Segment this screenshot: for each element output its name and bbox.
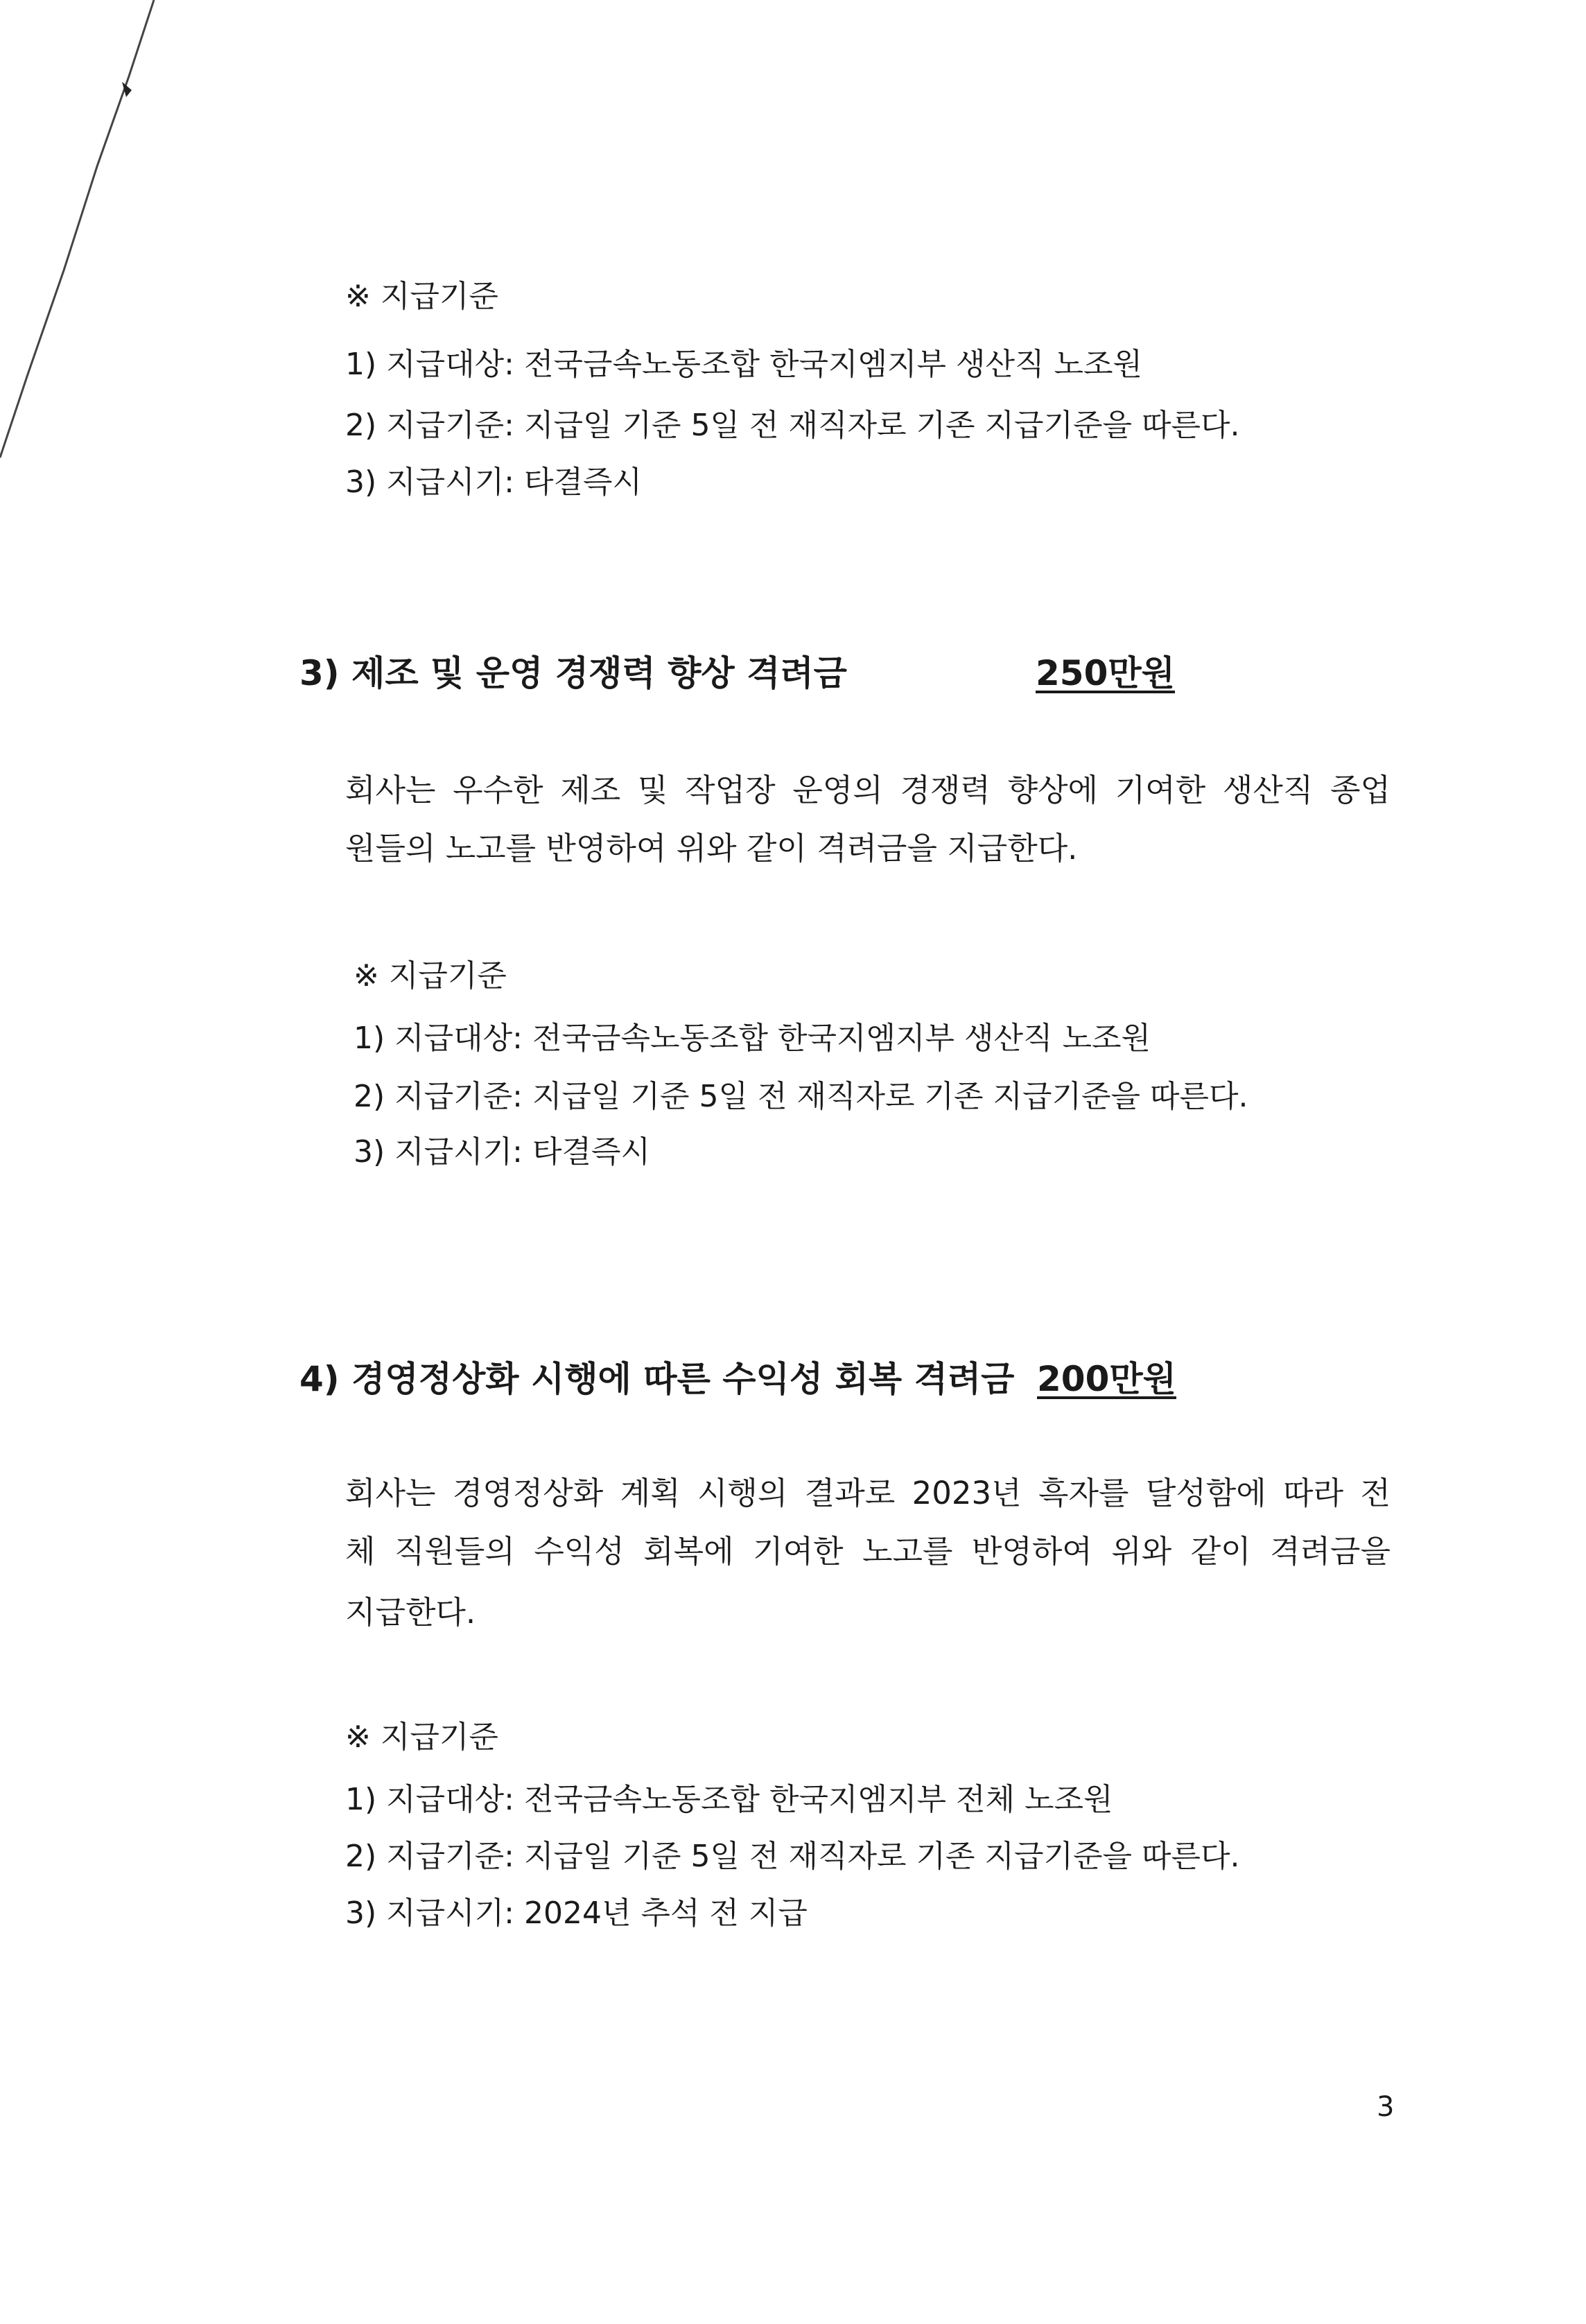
- criteria-item-2-2: 2) 지급기준: 지급일 기준 5일 전 재직자로 기존 지급기준을 따른다.: [354, 1079, 1248, 1114]
- section-4-paragraph-line-1: 회사는 경영정상화 계획 시행의 결과로 2023년 흑자를 달성함에 따라 전: [345, 1475, 1391, 1511]
- criteria-item-1-2: 2) 지급기준: 지급일 기준 5일 전 재직자로 기존 지급기준을 따른다.: [345, 408, 1240, 443]
- criteria-item-2-1: 1) 지급대상: 전국금속노동조합 한국지엠지부 생산직 노조원: [354, 1021, 1151, 1056]
- page-number: 3: [1377, 2091, 1395, 2123]
- criteria-item-3-3: 3) 지급시기: 2024년 추석 전 지급: [345, 1896, 808, 1931]
- section-3-amount: 250만원: [1036, 653, 1175, 693]
- section-4-heading: 4) 경영정상화 시행에 따른 수익성 회복 격려금: [299, 1359, 1015, 1399]
- criteria-title-1: ※ 지급기준: [345, 279, 498, 314]
- section-4-amount: 200만원: [1037, 1359, 1176, 1399]
- criteria-item-2-3: 3) 지급시기: 타결즉시: [354, 1134, 650, 1170]
- section-4-paragraph-line-3: 지급한다.: [345, 1594, 476, 1631]
- criteria-title-2: ※ 지급기준: [354, 958, 507, 994]
- criteria-title-3: ※ 지급기준: [345, 1719, 498, 1755]
- section-4-paragraph-line-2: 체 직원들의 수익성 회복에 기여한 노고를 반영하여 위와 같이 격려금을: [345, 1533, 1391, 1570]
- section-3-paragraph-line-2: 원들의 노고를 반영하여 위와 같이 격려금을 지급한다.: [345, 830, 1078, 867]
- criteria-item-3-1: 1) 지급대상: 전국금속노동조합 한국지엠지부 전체 노조원: [345, 1782, 1113, 1817]
- section-3-heading: 3) 제조 및 운영 경쟁력 향상 격려금: [299, 653, 847, 693]
- scan-edge-line: [0, 0, 180, 527]
- criteria-item-1-1: 1) 지급대상: 전국금속노동조합 한국지엠지부 생산직 노조원: [345, 347, 1143, 382]
- criteria-item-1-3: 3) 지급시기: 타결즉시: [345, 465, 642, 500]
- criteria-item-3-2: 2) 지급기준: 지급일 기준 5일 전 재직자로 기존 지급기준을 따른다.: [345, 1839, 1240, 1874]
- section-3-paragraph-line-1: 회사는 우수한 제조 및 작업장 운영의 경쟁력 향상에 기여한 생산직 종업: [345, 772, 1391, 808]
